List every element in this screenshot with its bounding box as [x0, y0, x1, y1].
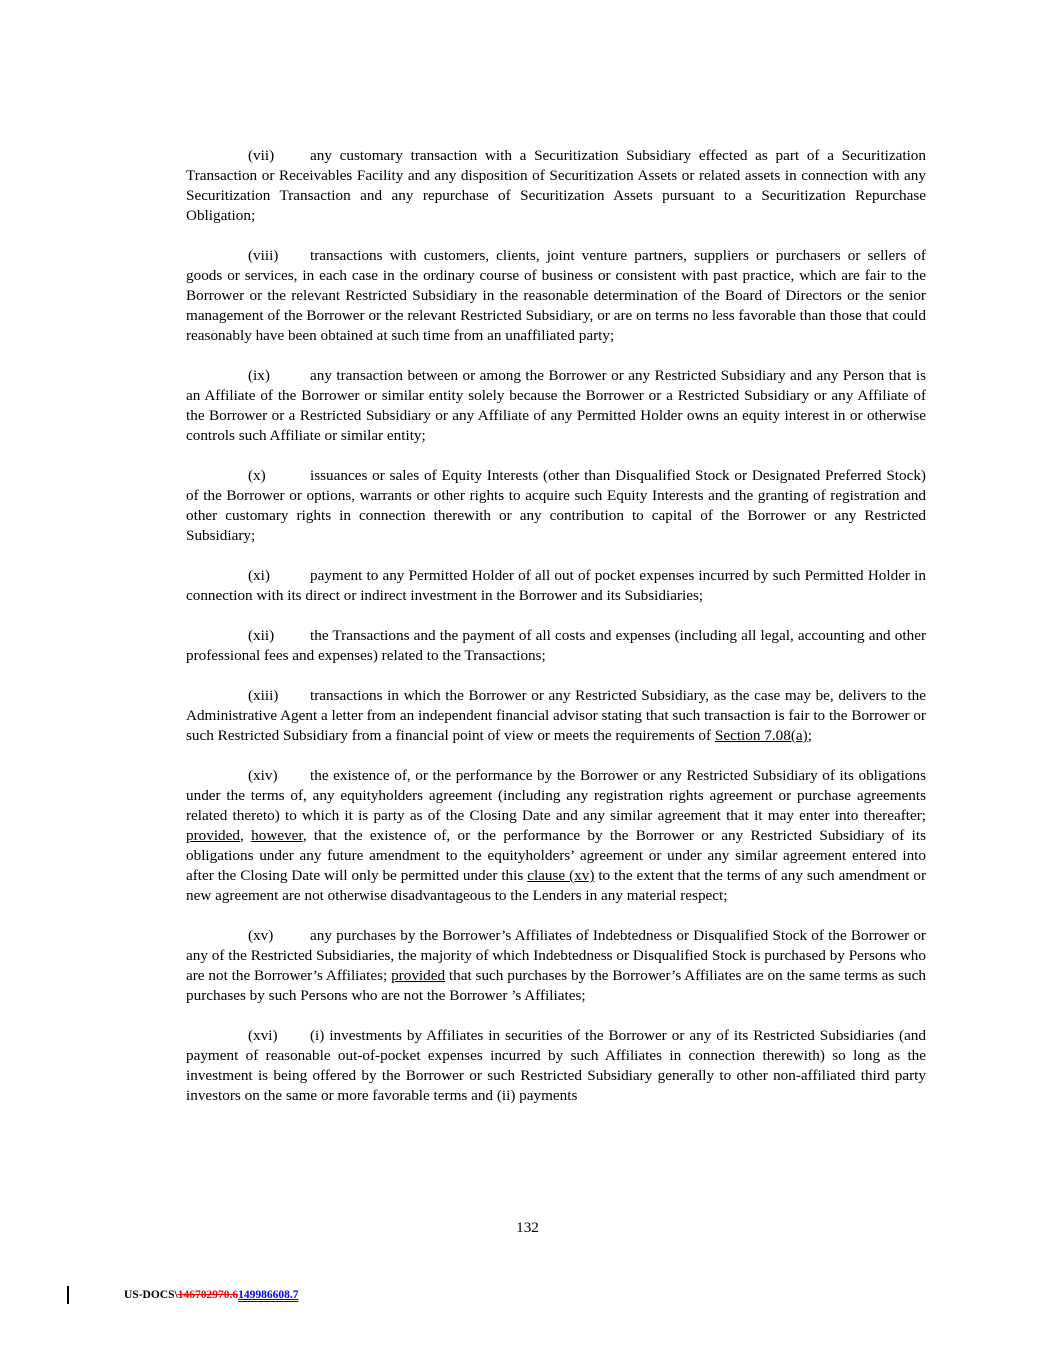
clause-text: ;: [807, 727, 812, 744]
proviso-term: however: [251, 827, 303, 844]
clause-number: (vii): [248, 147, 275, 164]
clause-text: the Transactions and the payment of all costs and expenses (including all legal, accounting and other professional fees and expenses) related to the Transactions;: [186, 627, 926, 664]
proviso-term: provided: [391, 967, 446, 984]
document-id-footer: [124, 1289, 298, 1301]
clause-number: (xi): [248, 567, 270, 584]
page-number: 132: [516, 1219, 539, 1236]
clause-text: to the extent that the terms of any such amendment or new agreement are not otherwise disadvantageous to the Lenders in any material respect;: [186, 867, 926, 904]
clause-number: (ix): [248, 367, 270, 384]
clause-number: (viii): [248, 247, 279, 264]
clause-number: (xv): [248, 927, 274, 944]
clause-text: transactions with customers, clients, joint venture partners, suppliers or purchasers or sellers of goods or services, in each case in the ordinary course of business or consistent with past practice, which are fair to the Borrower or the relevant Restricted Subsidiary in the reasonable determination of the Board of Directors or the senior management of the Borrower or the relevant Restricted Subsidiary, or are on terms no less favorable than those that could reasonably have been obtained at such time from an unaffiliated party;: [186, 247, 926, 344]
inserted-document-id: 149986608.7: [238, 1289, 299, 1301]
paragraph-x: [186, 466, 926, 546]
paragraph-xv: [186, 926, 926, 1006]
clause-text: the existence of, or the performance by the Borrower or any Restricted Subsidiary of its obligations under the terms of, any equityholders agreement (including any registration rights agreement or purchase agreements related thereto) to which it is party as of the Closing Date and any similar agreement that it may enter into thereafter;: [186, 767, 926, 824]
clause-text: issuances or sales of Equity Interests (other than Disqualified Stock or Designated Preferred Stock) of the Borrower or options, warrants or other rights to acquire such Equity Interests and the granting of registration and other customary rights in connection therewith or any contribution to capital of the Borrower or any Restricted Subsidiary;: [186, 467, 926, 544]
document-id-prefix: US-DOCS\: [124, 1289, 178, 1301]
paragraph-xi: [186, 566, 926, 606]
clause-number: (xvi): [248, 1027, 278, 1044]
paragraph-xii: [186, 626, 926, 666]
paragraph-xiii: [186, 686, 926, 746]
clause-number: (xiv): [248, 767, 278, 784]
clause-number: (x): [248, 467, 266, 484]
section-reference: Section 7.08(a): [714, 727, 808, 744]
clause-text: any purchases by the Borrower’s Affiliates of Indebtedness or Disqualified Stock of the Borrower or any of the Restricted Subsidiaries, the majority of which Indebtedness or Disqualified Stock is purchased by Persons who are not the Borrower’s Affiliates;: [186, 927, 926, 984]
clause-text: payment to any Permitted Holder of all out of pocket expenses incurred by such Permitted Holder in connection with its direct or indirect investment in the Borrower and its Subsidiaries;: [186, 567, 926, 604]
clause-text: transactions in which the Borrower or any Restricted Subsidiary, as the case may be, delivers to the Administrative Agent a letter from an independent financial advisor stating that such transaction is fair to the Borrower or such Restricted Subsidiary from a financial point of view or meets the requirements of: [186, 687, 926, 744]
clause-number: (xiii): [248, 687, 279, 704]
clause-text: , that the existence of, or the performance by the Borrower or any Restricted Subsidiary of its obligations under any future amendment to the equityholders’ agreement or under any similar agreement entered into after the Closing Date will only be permitted under this: [186, 827, 927, 884]
clause-text: (i) investments by Affiliates in securities of the Borrower or any of its Restricted Subsidiaries (and payment of reasonable out-of-pocket expenses incurred by such Affiliates in connection therewith) so long as the investment is being offered by the Borrower or such Restricted Subsidiary generally to other non-affiliated third party investors on the same or more favorable terms and (ii) payments: [186, 1027, 926, 1104]
change-bar: [67, 1286, 69, 1304]
deleted-document-id: 146702970.6: [177, 1289, 239, 1301]
paragraph-viii: [186, 246, 926, 346]
paragraph-ix: [186, 366, 926, 446]
clause-text: any customary transaction with a Securitization Subsidiary effected as part of a Securitization Transaction or Receivables Facility and any disposition of Securitization Assets or related assets in connection with any Securitization Transaction and any repurchase of Securitization Assets pursuant to a Securitization Repurchase Obligation;: [186, 147, 926, 224]
proviso-term: provided: [186, 827, 240, 844]
document-body: [186, 146, 926, 1126]
clause-text: ,: [240, 827, 252, 844]
paragraph-xiv: [186, 766, 926, 906]
clause-text: any transaction between or among the Borrower or any Restricted Subsidiary and any Person that is an Affiliate of the Borrower or similar entity solely because the Borrower or a Restricted Subsidiary or any Affiliate of the Borrower or a Restricted Subsidiary or any Affiliate of any Permitted Holder owns an equity interest in or otherwise controls such Affiliate or similar entity;: [186, 367, 926, 444]
paragraph-vii: [186, 146, 926, 226]
clause-reference: clause (xv): [527, 867, 595, 884]
paragraph-xvi: [186, 1026, 926, 1106]
clause-number: (xii): [248, 627, 275, 644]
clause-text: that such purchases by the Borrower’s Affiliates are on the same terms as such purchases by such Persons who are not the Borrower ’s Affiliates;: [186, 967, 926, 1004]
